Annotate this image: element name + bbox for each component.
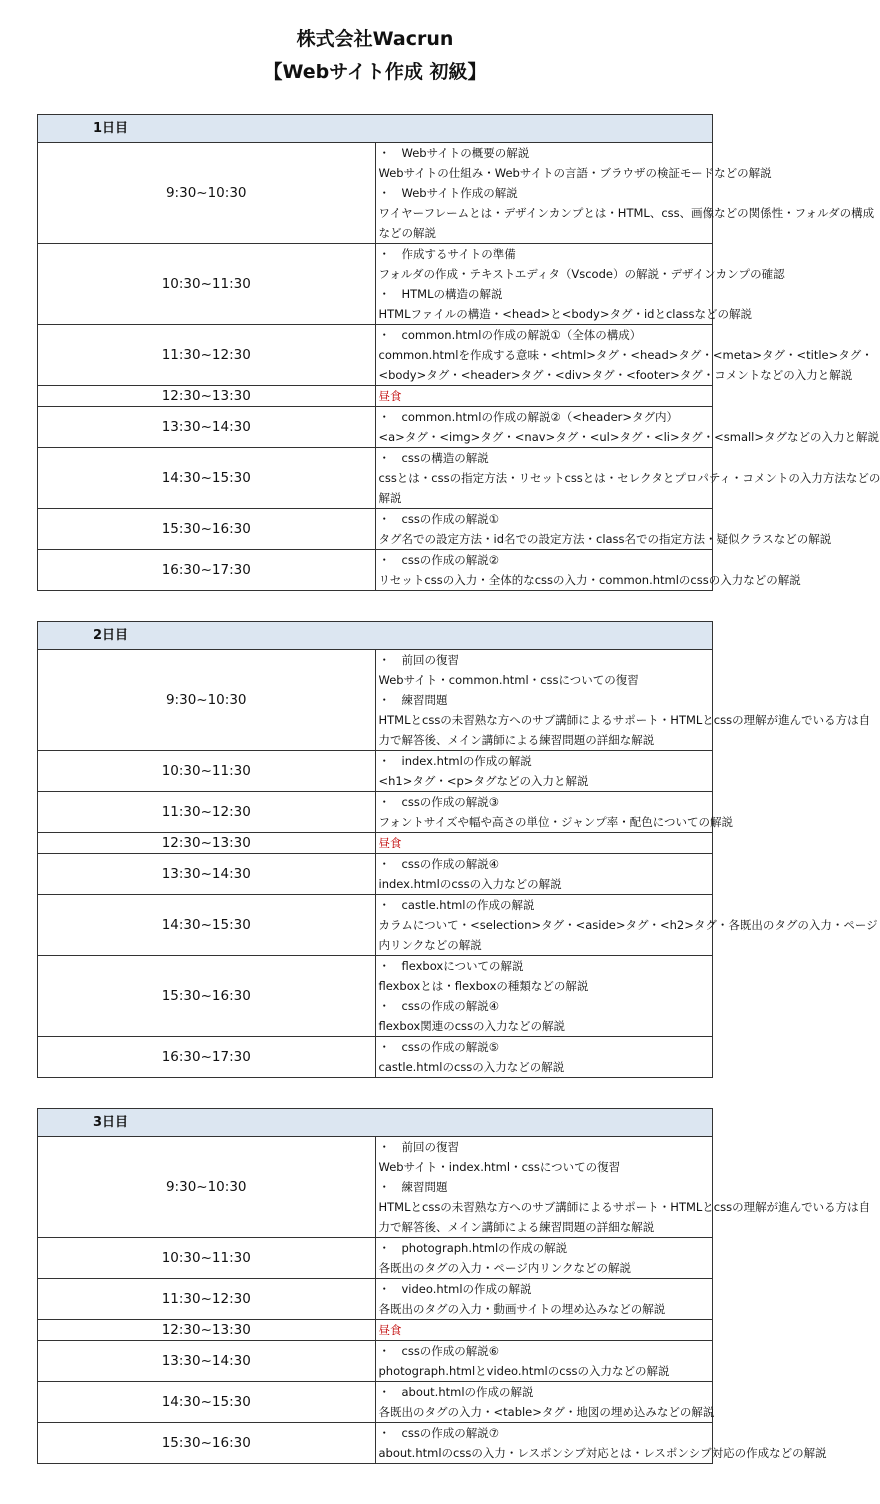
topic-detail: flexboxとは・flexboxの種類などの解説 — [378, 979, 589, 993]
time-slot: 14:30~15:30 — [38, 448, 376, 509]
topic-detail: index.htmlのcssの入力などの解説 — [378, 877, 562, 891]
session-description — [375, 854, 713, 895]
topic-detail: タグ名での設定方法・id名での設定方法・class名での指定方法・疑似クラスなどの解説 — [378, 532, 832, 546]
table-row — [38, 386, 713, 407]
time-slot: 14:30~15:30 — [38, 895, 376, 956]
time-slot: 15:30~16:30 — [38, 1423, 376, 1464]
session-description — [375, 550, 801, 591]
page-subtitle: 【Webサイト作成 初級】 — [263, 61, 487, 83]
topic-detail: photograph.htmlとvideo.htmlのcssの入力などの解説 — [378, 1364, 670, 1378]
topic-detail: ワイヤーフレームとは・デザインカンプとは・HTML、css、画像などの関係性・フォルダの構成 — [378, 206, 875, 220]
session-description — [375, 650, 871, 751]
table-row — [38, 650, 713, 751]
time-slot: 9:30~10:30 — [38, 650, 376, 751]
session-description — [375, 448, 880, 509]
table-row — [38, 448, 713, 509]
topic-detail: フォルダの作成・テキストエディタ（Vscode）の解説・デザインカンプの確認 — [378, 267, 785, 281]
topic-heading: ・ castle.htmlの作成の解説 — [378, 898, 535, 912]
day-header-row — [38, 1109, 713, 1137]
topic-heading: ・ 作成するサイトの準備 — [378, 247, 516, 261]
topic-detail: <h1>タグ・<p>タグなどの入力と解説 — [378, 774, 589, 788]
topic-detail: common.htmlを作成する意味・<html>タグ・<head>タグ・<meta>タグ・<title>タグ・ — [378, 348, 873, 362]
table-row — [38, 833, 713, 854]
session-description — [375, 1382, 713, 1423]
session-description — [375, 792, 734, 833]
topic-heading: ・ cssの作成の解説② — [378, 553, 500, 567]
table-row — [38, 325, 713, 386]
time-slot: 9:30~10:30 — [38, 1137, 376, 1238]
time-slot: 10:30~11:30 — [38, 244, 376, 325]
time-slot: 11:30~12:30 — [38, 1279, 376, 1320]
topic-detail: 各既出のタグの入力・<table>タグ・地図の埋め込みなどの解説 — [378, 1405, 715, 1419]
topic-detail: Webサイトの仕組み・Webサイトの言語・ブラウザの検証モードなどの解説 — [378, 166, 772, 180]
session-description — [375, 1279, 713, 1320]
table-row — [38, 143, 713, 244]
session-description — [375, 956, 713, 1037]
table-row — [38, 1279, 713, 1320]
day-header-row — [38, 115, 713, 143]
topic-detail: <a>タグ・<img>タグ・<nav>タグ・<ul>タグ・<li>タグ・<small>タグなどの入力と解説 — [378, 430, 880, 444]
topic-heading: ・ photograph.htmlの作成の解説 — [378, 1241, 568, 1255]
session-description — [375, 386, 713, 407]
topic-detail: フォントサイズや幅や高さの単位・ジャンプ率・配色についての解説 — [378, 815, 734, 829]
day-header-row — [38, 622, 713, 650]
topic-heading: ・ cssの作成の解説⑥ — [378, 1344, 500, 1358]
table-row — [38, 1320, 713, 1341]
time-slot: 9:30~10:30 — [38, 143, 376, 244]
time-slot: 13:30~14:30 — [38, 1341, 376, 1382]
topic-detail: カラムについて・<selection>タグ・<aside>タグ・<h2>タグ・各既出のタグの入力・ページ — [378, 918, 878, 932]
session-description — [375, 1238, 713, 1279]
time-slot: 13:30~14:30 — [38, 407, 376, 448]
time-slot: 11:30~12:30 — [38, 792, 376, 833]
table-row — [38, 751, 713, 792]
time-slot: 15:30~16:30 — [38, 509, 376, 550]
topic-detail: HTMLファイルの構造・<head>と<body>タグ・idとclassなどの解説 — [378, 307, 753, 321]
topic-heading: ・ Webサイトの概要の解説 — [378, 146, 530, 160]
time-slot: 13:30~14:30 — [38, 854, 376, 895]
session-description — [375, 833, 713, 854]
topic-heading: ・ 練習問題 — [378, 1180, 448, 1194]
day-label: 1日目 — [38, 115, 713, 143]
time-slot: 11:30~12:30 — [38, 325, 376, 386]
time-slot: 12:30~13:30 — [38, 1320, 376, 1341]
lunch-label: 昼食 — [378, 836, 402, 850]
session-description — [375, 407, 880, 448]
topic-heading: ・ cssの作成の解説① — [378, 512, 500, 526]
table-row — [38, 1037, 713, 1078]
session-description — [375, 895, 878, 956]
topic-heading: ・ cssの構造の解説 — [378, 451, 489, 465]
topic-detail: castle.htmlのcssの入力などの解説 — [378, 1060, 565, 1074]
page-title: 株式会社Wacrun — [296, 28, 454, 50]
session-description — [375, 244, 785, 325]
table-row — [38, 792, 713, 833]
topic-detail: HTMLとcssの未習熟な方へのサブ講師によるサポート・HTMLとcssの理解が進んでいる方は自 — [378, 1200, 871, 1214]
topic-detail: cssとは・cssの指定方法・リセットcssとは・セレクタとプロパティ・コメントの入力方法などの — [378, 471, 880, 485]
topic-heading: ・ Webサイト作成の解説 — [378, 186, 518, 200]
topic-heading: ・ index.htmlの作成の解説 — [378, 754, 532, 768]
session-description — [375, 1137, 871, 1238]
topic-detail: HTMLとcssの未習熟な方へのサブ講師によるサポート・HTMLとcssの理解が進んでいる方は自 — [378, 713, 871, 727]
topic-heading: ・ cssの作成の解説④ — [378, 999, 500, 1013]
table-row — [38, 956, 713, 1037]
topic-detail: 各既出のタグの入力・動画サイトの埋め込みなどの解説 — [378, 1302, 666, 1316]
topic-heading: ・ common.htmlの作成の解説②（<header>タグ内） — [378, 410, 679, 424]
topic-detail: リセットcssの入力・全体的なcssの入力・common.htmlのcssの入力などの解説 — [378, 573, 801, 587]
time-slot: 10:30~11:30 — [38, 751, 376, 792]
session-description — [375, 143, 875, 244]
time-slot: 16:30~17:30 — [38, 550, 376, 591]
topic-heading: ・ cssの作成の解説③ — [378, 795, 500, 809]
table-row — [38, 1382, 713, 1423]
session-description — [375, 751, 713, 792]
topic-heading: ・ about.htmlの作成の解説 — [378, 1385, 534, 1399]
session-description — [375, 1320, 713, 1341]
time-slot: 10:30~11:30 — [38, 1238, 376, 1279]
time-slot: 12:30~13:30 — [38, 833, 376, 854]
day-1-schedule-table — [37, 114, 880, 591]
session-description — [375, 509, 832, 550]
session-description — [375, 1341, 713, 1382]
time-slot: 16:30~17:30 — [38, 1037, 376, 1078]
session-description — [375, 325, 873, 386]
lunch-label: 昼食 — [378, 389, 402, 403]
topic-heading: ・ cssの作成の解説⑦ — [378, 1426, 500, 1440]
time-slot: 12:30~13:30 — [38, 386, 376, 407]
topic-heading: ・ cssの作成の解説④ — [378, 857, 500, 871]
topic-heading: ・ 前回の復習 — [378, 1140, 459, 1154]
table-row — [38, 407, 713, 448]
session-description — [375, 1037, 713, 1078]
table-row — [38, 1238, 713, 1279]
table-row — [38, 854, 713, 895]
table-row — [38, 509, 713, 550]
time-slot: 15:30~16:30 — [38, 956, 376, 1037]
topic-heading: ・ flexboxについての解説 — [378, 959, 524, 973]
topic-heading: ・ video.htmlの作成の解説 — [378, 1282, 532, 1296]
topic-detail: 力で解答後、メイン講師による練習問題の詳細な解説 — [378, 1220, 655, 1234]
topic-detail: <body>タグ・<header>タグ・<div>タグ・<footer>タグ・コメントなどの入力と解説 — [378, 368, 853, 382]
session-description — [375, 1423, 827, 1464]
topic-heading: ・ common.htmlの作成の解説①（全体の構成） — [378, 328, 642, 342]
topic-detail: Webサイト・index.html・cssについての復習 — [378, 1160, 621, 1174]
topic-heading: ・ HTMLの構造の解説 — [378, 287, 503, 301]
table-row — [38, 1137, 713, 1238]
lunch-label: 昼食 — [378, 1323, 402, 1337]
topic-heading: ・ 練習問題 — [378, 693, 448, 707]
topic-detail: 各既出のタグの入力・ページ内リンクなどの解説 — [378, 1261, 632, 1275]
topic-heading: ・ cssの作成の解説⑤ — [378, 1040, 500, 1054]
table-row — [38, 895, 713, 956]
table-row — [38, 550, 713, 591]
table-row — [38, 1341, 713, 1382]
day-3-schedule-table — [37, 1108, 871, 1464]
topic-detail: flexbox関連のcssの入力などの解説 — [378, 1019, 566, 1033]
day-label: 3日目 — [38, 1109, 713, 1137]
topic-detail: 内リンクなどの解説 — [378, 938, 482, 952]
topic-detail: 力で解答後、メイン講師による練習問題の詳細な解説 — [378, 733, 655, 747]
day-label: 2日目 — [38, 622, 713, 650]
topic-detail: about.htmlのcssの入力・レスポンシブ対応とは・レスポンシブ対応の作成などの解説 — [378, 1446, 827, 1460]
day-2-schedule-table — [37, 621, 878, 1078]
topic-detail: などの解説 — [378, 226, 436, 240]
topic-heading: ・ 前回の復習 — [378, 653, 459, 667]
table-row — [38, 244, 713, 325]
topic-detail: Webサイト・common.html・cssについての復習 — [378, 673, 639, 687]
table-row — [38, 1423, 713, 1464]
topic-detail: 解説 — [378, 491, 402, 505]
time-slot: 14:30~15:30 — [38, 1382, 376, 1423]
